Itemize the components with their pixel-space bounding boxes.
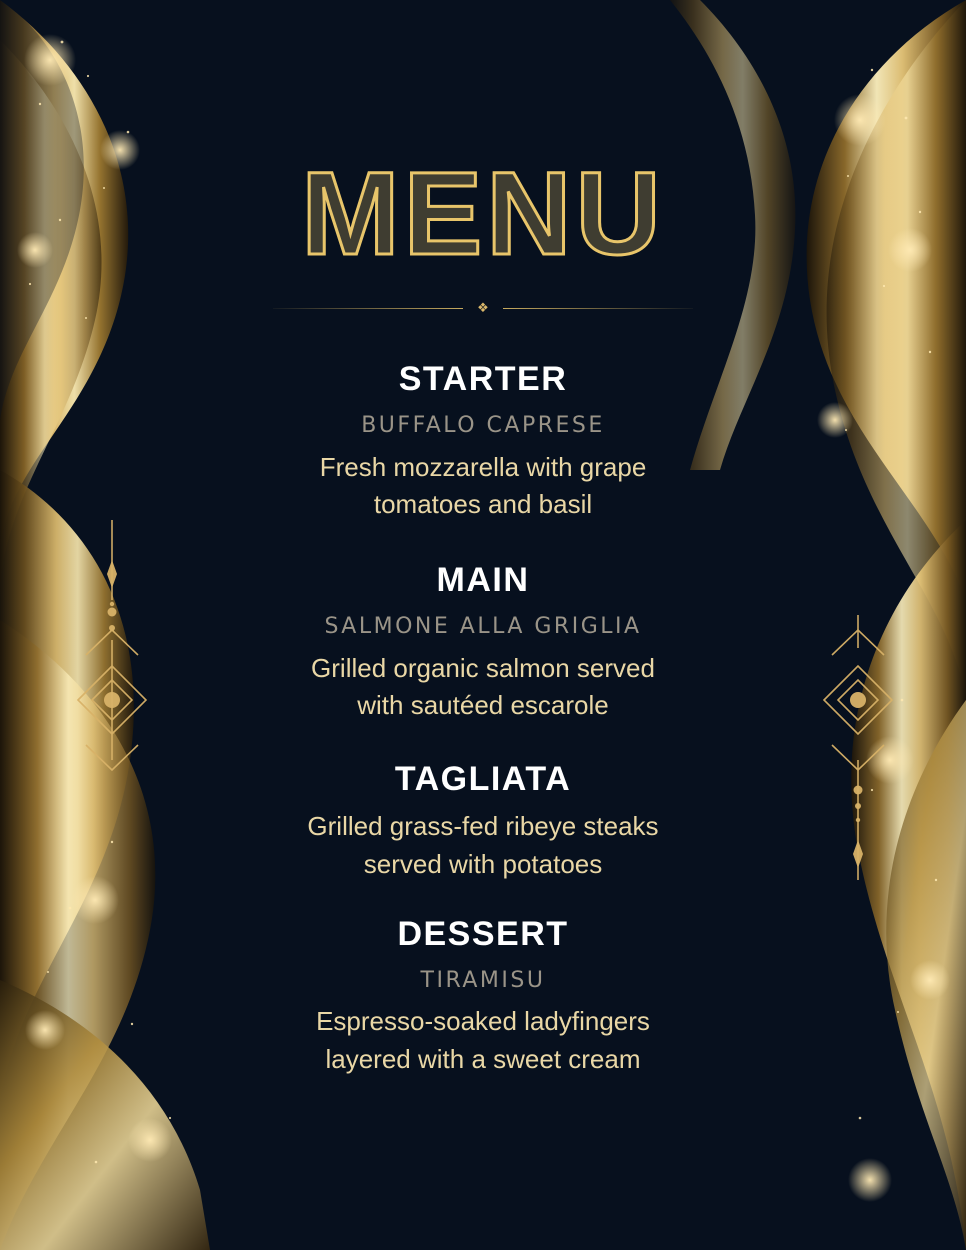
dish-description-line: with sautéed escarole — [357, 690, 609, 721]
dish-description-line: Fresh mozzarella with grape — [319, 451, 647, 482]
section-title: TAGLIATA — [394, 759, 572, 798]
menu-section-starter — [203, 361, 763, 524]
dish-description — [203, 1003, 763, 1078]
section-title: DESSERT — [397, 914, 569, 953]
diamond-ornament-icon: ❖ — [477, 300, 489, 315]
menu-sections — [203, 361, 763, 1079]
dish-description-line: tomatoes and basil — [373, 489, 593, 520]
menu-section-main — [203, 562, 763, 725]
dish-name: BUFFALO CAPRESE — [361, 413, 605, 439]
menu-section-dessert — [203, 916, 763, 1079]
dish-name: SALMONE ALLA GRIGLIA — [324, 614, 642, 640]
title-divider — [273, 299, 693, 317]
dish-description — [203, 449, 763, 524]
dish-description-line: layered with a sweet cream — [325, 1043, 641, 1074]
section-title: STARTER — [398, 360, 568, 398]
divider-line-left — [273, 308, 463, 309]
dish-description-line: served with potatoes — [363, 848, 603, 879]
divider-line-right — [503, 308, 693, 309]
menu-section-tagliata — [203, 761, 763, 884]
page-title: MENU — [301, 148, 665, 280]
dish-name: TIRAMISU — [420, 968, 546, 994]
dish-description — [203, 650, 763, 725]
dish-description-line: Grilled organic salmon served — [311, 652, 655, 683]
dish-description-line: Espresso-soaked ladyfingers — [316, 1006, 650, 1037]
section-title: MAIN — [436, 560, 530, 599]
dish-description — [203, 808, 763, 883]
dish-description-line: Grilled grass-fed ribeye steaks — [307, 811, 659, 842]
